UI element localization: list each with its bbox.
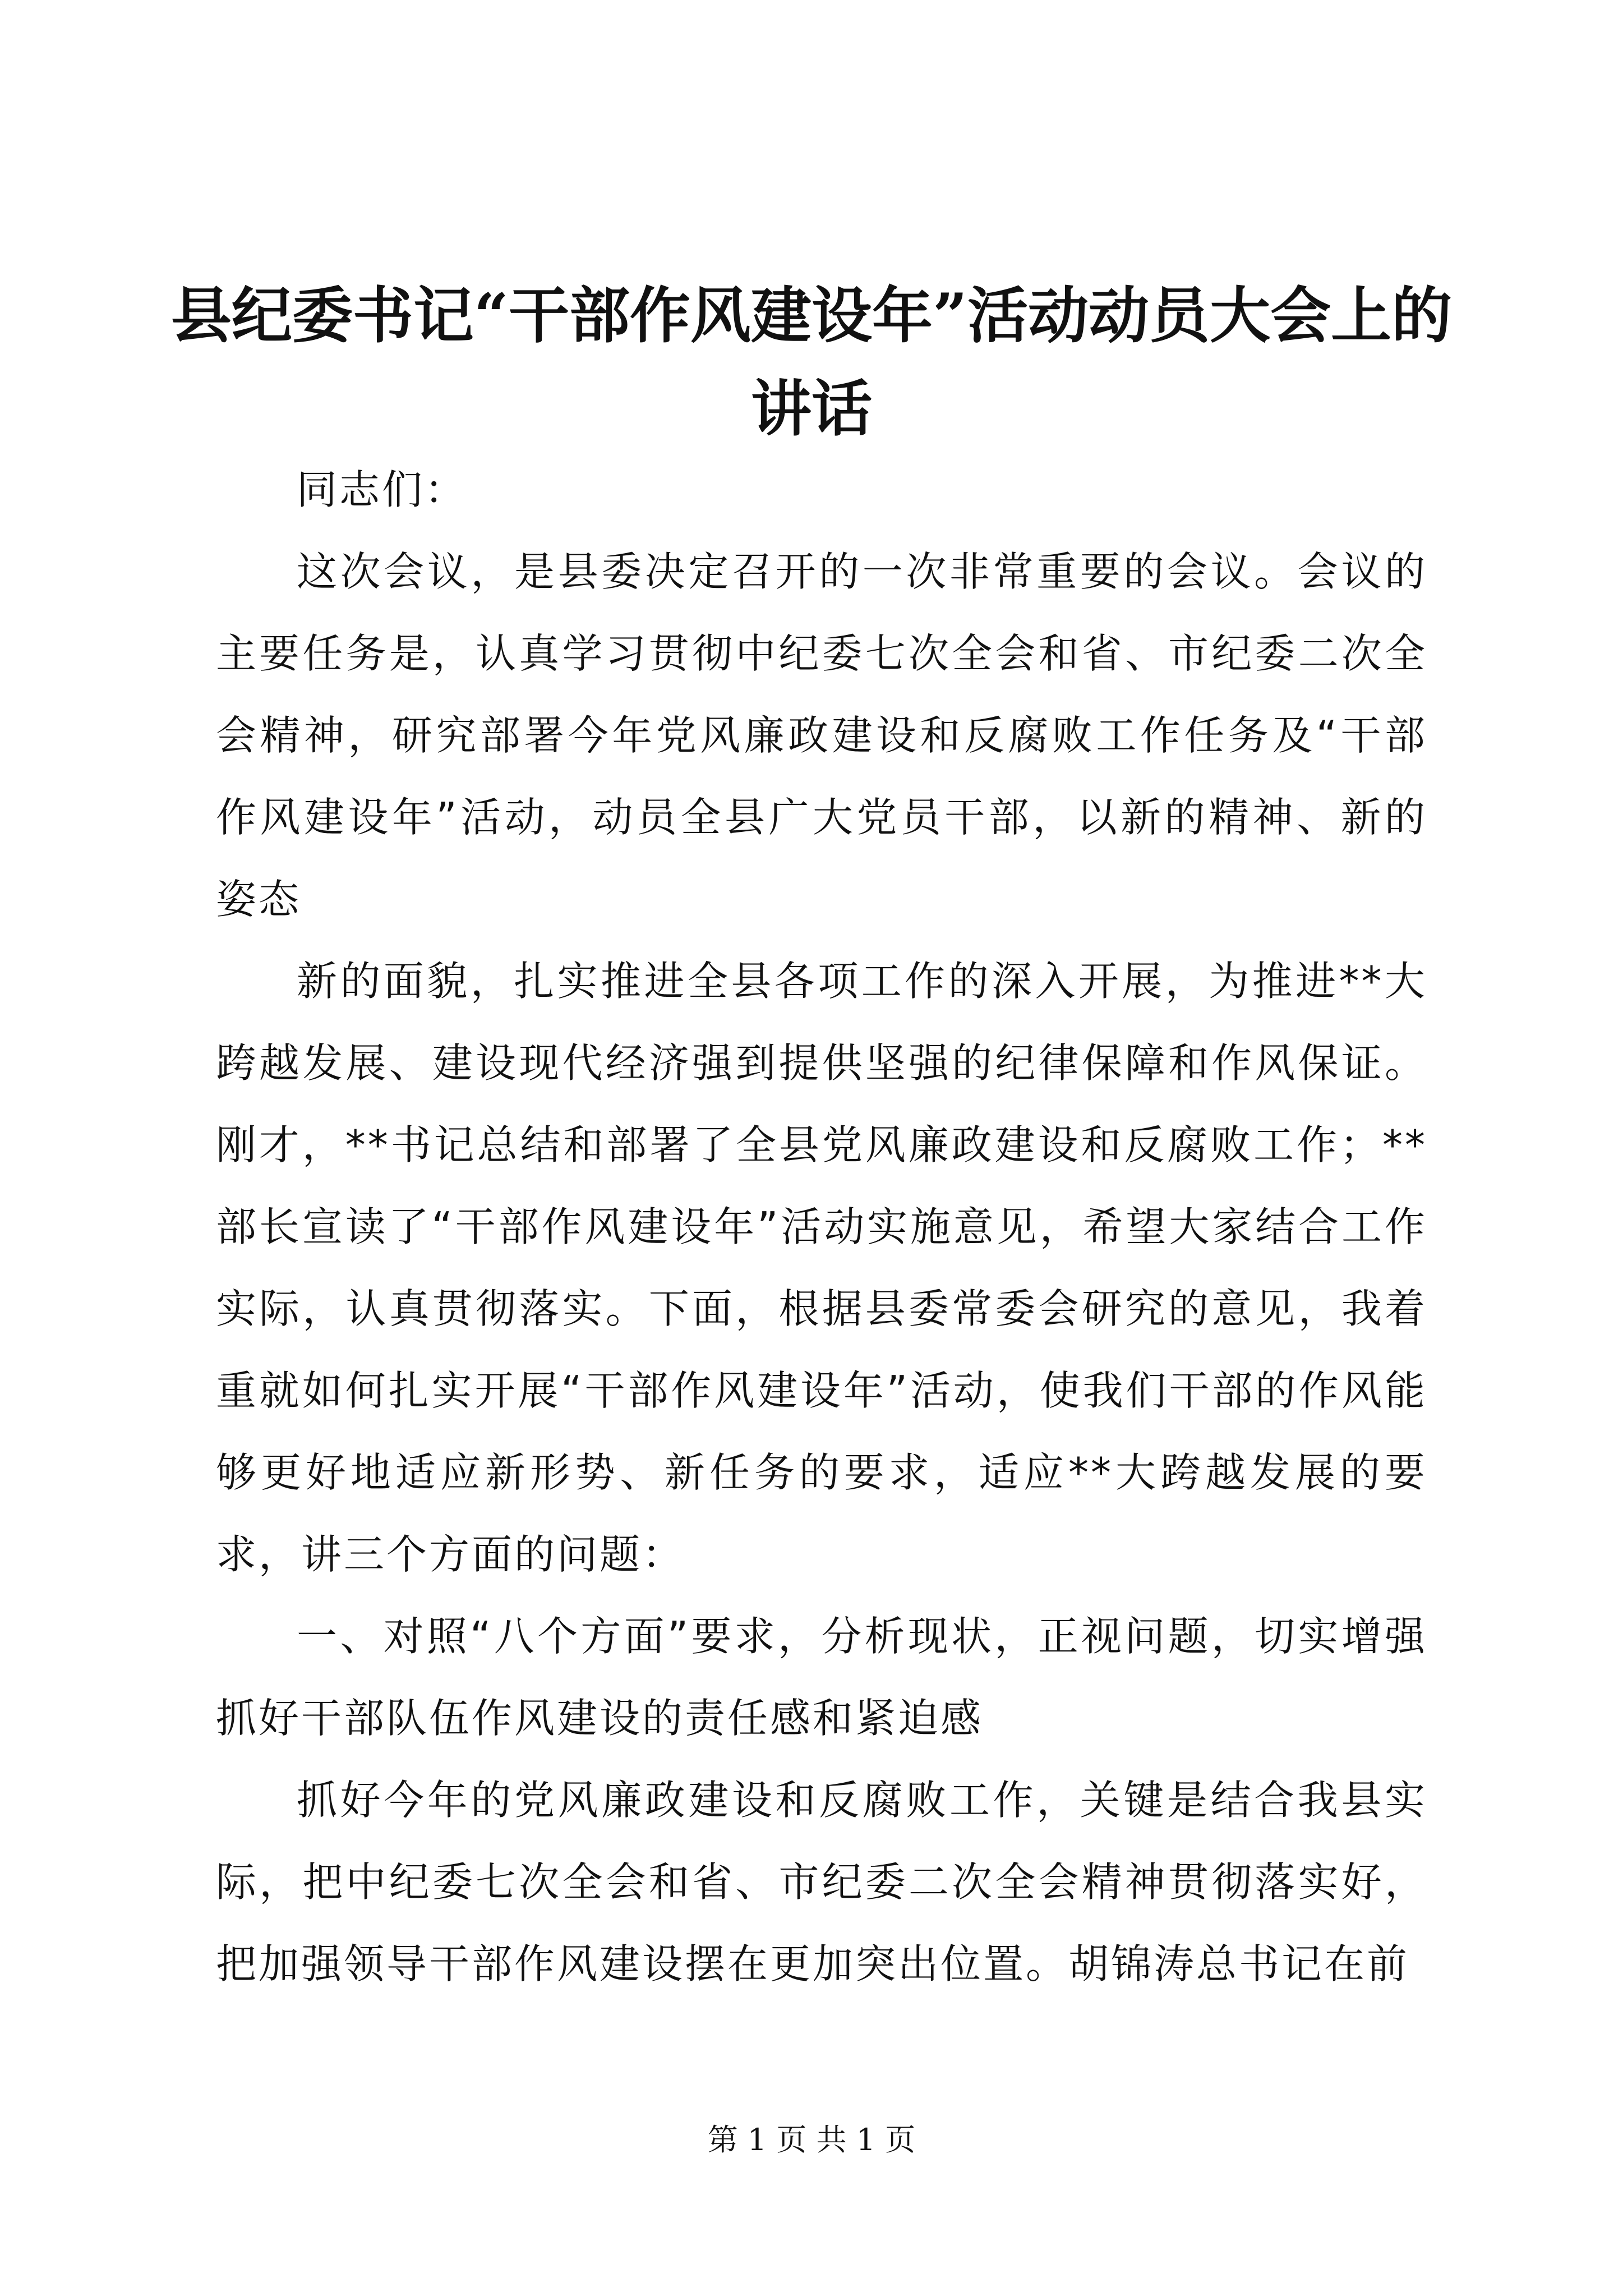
section-heading-1: 一、对照“八个方面”要求，分析现状，正视问题，切实增强抓好干部队伍作风建设的责任感和紧迫感 [216, 1613, 1427, 1742]
document-title: 县纪委书记“干部作风建设年”活动动员大会上的讲话 [170, 280, 1453, 444]
salutation-paragraph: 同志们： [297, 466, 468, 513]
document-body [216, 449, 1427, 2005]
body-paragraph-1: 这次会议，是县委决定召开的一次非常重要的会议。会议的主要任务是，认真学习贯彻中纪委七次全会和省、市纪委二次全会精神，研究部署今年党风廉政建设和反腐败工作任务及“干部作风建设年”活动，动员全县广大党员干部，以新的精神、新的姿态 [216, 548, 1427, 923]
page-footer: 第 1 页 共 1 页 [707, 2122, 916, 2157]
body-paragraph-3: 抓好今年的党风廉政建设和反腐败工作，关键是结合我县实际，把中纪委七次全会和省、市纪委二次全会精神贯彻落实好，把加强领导干部作风建设摆在更加突出位置。胡锦涛总书记在前 [216, 1777, 1427, 1987]
body-paragraph-2: 新的面貌，扎实推进全县各项工作的深入开展，为推进**大跨越发展、建设现代经济强到提供坚强的纪律保障和作风保证。刚才，**书记总结和部署了全县党风廉政建设和反腐败工作；**部长宣读了“干部作风建设年”活动实施意见，希望大家结合工作实际，认真贯彻落实。下面，根据县委常委会研究的意见，我着重就如何扎实开展“干部作风建设年”活动，使我们干部的作风能够更好地适应新形势、新任务的要求，适应**大跨越发展的要求，讲三个方面的问题： [216, 958, 1427, 1578]
